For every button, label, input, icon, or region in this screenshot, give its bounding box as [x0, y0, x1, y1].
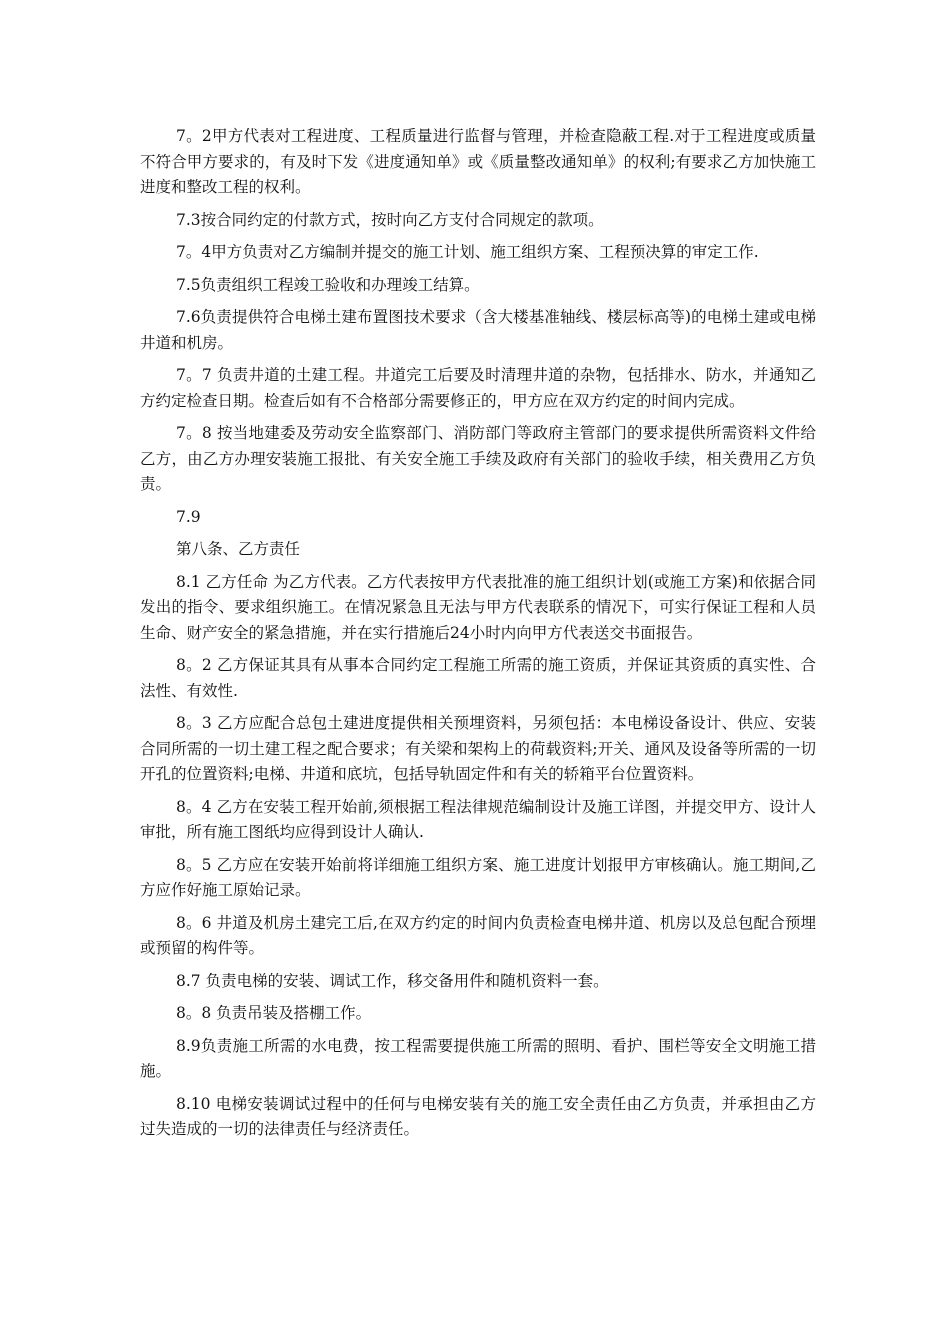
paragraph-8-2: 8。2 乙方保证其具有从事本合同约定工程施工所需的施工资质，并保证其资质的真实性、合法性、有效性.: [140, 656, 816, 700]
paragraph-7-8: 7。8 按当地建委及劳动安全监察部门、消防部门等政府主管部门的要求提供所需资料文件给乙方，由乙方办理安装施工报批、有关安全施工手续及政府有关部门的验收手续，相关费用乙方负责。: [140, 424, 816, 493]
document-body: [140, 124, 816, 1150]
paragraph-8-9: 8.9负责施工所需的水电费，按工程需要提供施工所需的照明、看护、围栏等安全文明施工措施。: [140, 1036, 816, 1080]
paragraph-8-7: 8.7 负责电梯的安装、调试工作，移交备用件和随机资料一套。: [176, 971, 609, 990]
paragraph-8-4: 8。4 乙方在安装工程开始前,须根据工程法律规范编制设计及施工详图，并提交甲方、设计人审批，所有施工图纸均应得到设计人确认.: [140, 797, 816, 841]
paragraph-7-2: 7。2甲方代表对工程进度、工程质量进行监督与管理，并检查隐蔽工程.对于工程进度或质量不符合甲方要求的，有及时下发《进度通知单》或《质量整改通知单》的权利;有要求乙方加快施工进度和整改工程的权利。: [140, 127, 816, 196]
paragraph-8-3: 8。3 乙方应配合总包土建进度提供相关预埋资料，另须包括：本电梯设备设计、供应、安装合同所需的一切土建工程之配合要求；有关梁和架构上的荷载资料;开关、通风及设备等所需的一切开孔的位置资料;电梯、井道和底坑，包括导轨固定件和有关的轿箱平台位置资料。: [140, 714, 816, 783]
section-heading-article-8: 第八条、乙方责任: [176, 540, 301, 558]
paragraph-7-6: 7.6负责提供符合电梯土建布置图技术要求（含大楼基准轴线、楼层标高等)的电梯土建或电梯井道和机房。: [140, 308, 816, 352]
paragraph-8-5: 8。5 乙方应在安装开始前将详细施工组织方案、施工进度计划报甲方审核确认。施工期间,乙方应作好施工原始记录。: [140, 855, 816, 899]
paragraph-7-7: 7。7 负责井道的土建工程。井道完工后要及时清理井道的杂物，包括排水、防水，并通知乙方约定检查日期。检查后如有不合格部分需要修正的，甲方应在双方约定的时间内完成。: [140, 366, 816, 410]
paragraph-8-8: 8。8 负责吊装及搭棚工作。: [176, 1004, 372, 1022]
paragraph-8-1: 8.1 乙方任命 为乙方代表。乙方代表按甲方代表批准的施工组织计划(或施工方案)和依据合同发出的指令、要求组织施工。在情况紧急且无法与甲方代表联系的情况下，可实行保证工程和人员生命、财产安全的紧急措施，并在实行措施后24小时内向甲方代表送交书面报告。: [140, 572, 816, 642]
paragraph-7-5: 7.5负责组织工程竣工验收和办理竣工结算。: [176, 275, 480, 294]
paragraph-7-4: 7。4甲方负责对乙方编制并提交的施工计划、施工组织方案、工程预决算的审定工作.: [176, 243, 759, 261]
paragraph-7-9: 7.9: [176, 507, 201, 526]
paragraph-8-6: 8。6 井道及机房土建完工后,在双方约定的时间内负责检查电梯井道、机房以及总包配合预埋或预留的构件等。: [140, 913, 816, 957]
paragraph-8-10: 8.10 电梯安装调试过程中的任何与电梯安装有关的施工安全责任由乙方负责，并承担由乙方过失造成的一切的法律责任与经济责任。: [140, 1094, 816, 1138]
paragraph-7-3: 7.3按合同约定的付款方式，按时向乙方支付合同规定的款项。: [176, 210, 604, 229]
